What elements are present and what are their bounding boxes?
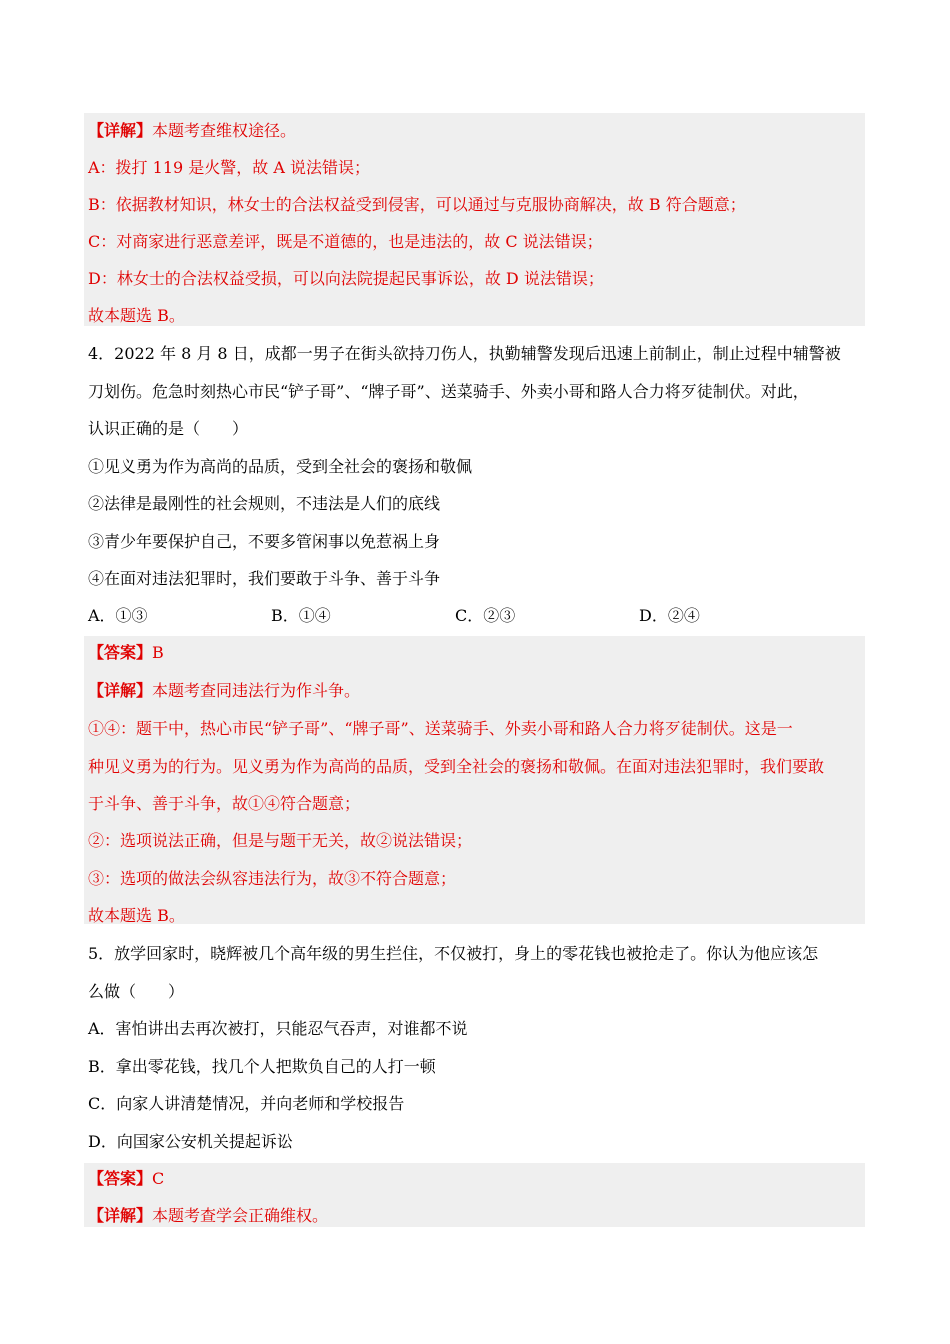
answer-tag: 【答案】 [88, 643, 153, 662]
q4-stem-line-1: 4．2022 年 8 月 8 日，成都一男子在街头欲持刀伤人，执勤辅警发现后迅速上前制止，制止过程中辅警被 [88, 344, 841, 363]
answer-value: B [152, 643, 164, 662]
q3-analysis-b: B：依据教材知识，林女士的合法权益受到侵害，可以通过与克服协商解决，故 B 符合题意； [88, 195, 746, 214]
answer-value: C [152, 1169, 165, 1188]
q4-detail-line [88, 678, 360, 704]
q5-option-a: A．害怕讲出去再次被打，只能忍气吞声，对谁都不说 [88, 1019, 468, 1038]
q4-option-b: B．①④ [271, 606, 331, 625]
q4-analysis-line-1: ①④：题干中，热心市民“铲子哥”、“牌子哥”、送菜骑手、外卖小哥和路人合力将歹徒制伏。这是一 [88, 719, 793, 738]
q4-stem-line-3: 认识正确的是（ ） [88, 419, 249, 438]
q5-stem-line-2: 么做（ ） [88, 982, 185, 1001]
q4-answer-line [88, 640, 164, 666]
q4-stem-line-2: 刀划伤。危急时刻热心市民“铲子哥”、“牌子哥”、送菜骑手、外卖小哥和路人合力将歹徒制伏。对此， [88, 382, 809, 401]
q4-statement-3: ③青少年要保护自己，不要多管闲事以免惹祸上身 [88, 532, 441, 551]
q4-conclusion: 故本题选 B。 [88, 906, 185, 925]
q4-analysis-line-2: 种见义勇为的行为。见义勇为作为高尚的品质，受到全社会的褒扬和敬佩。在面对违法犯罪时，我们要敢 [88, 757, 825, 776]
q5-option-d: D．向国家公安机关提起诉讼 [88, 1132, 293, 1151]
q4-option-c: C．②③ [455, 606, 516, 625]
detail-tag: 【详解】 [88, 121, 153, 140]
detail-tag: 【详解】 [88, 681, 153, 700]
q4-statement-4: ④在面对违法犯罪时，我们要敢于斗争、善于斗争 [88, 569, 441, 588]
detail-text: 本题考查同违法行为作斗争。 [152, 681, 361, 700]
q3-detail-line [88, 118, 296, 144]
q4-analysis-line-5: ③：选项的做法会纵容违法行为，故③不符合题意； [88, 869, 457, 888]
q3-conclusion: 故本题选 B。 [88, 306, 185, 325]
q3-analysis-block [84, 113, 865, 326]
q3-analysis-d: D：林女士的合法权益受损，可以向法院提起民事诉讼，故 D 说法错误； [88, 269, 604, 288]
detail-text: 本题考查学会正确维权。 [152, 1206, 329, 1225]
detail-text: 本题考查维权途径。 [152, 121, 297, 140]
q4-option-d: D．②④ [639, 606, 700, 625]
q4-analysis-line-4: ②：选项说法正确，但是与题干无关，故②说法错误； [88, 831, 473, 850]
q5-stem-line-1: 5．放学回家时，晓辉被几个高年级的男生拦住，不仅被打，身上的零花钱也被抢走了。你认为他应该怎 [88, 944, 819, 963]
q3-analysis-a: A：拨打 119 是火警，故 A 说法错误； [88, 158, 370, 177]
q5-option-c: C．向家人讲清楚情况，并向老师和学校报告 [88, 1094, 405, 1113]
q4-statement-1: ①见义勇为作为高尚的品质，受到全社会的褒扬和敬佩 [88, 457, 473, 476]
q4-statement-2: ②法律是最刚性的社会规则，不违法是人们的底线 [88, 494, 441, 513]
answer-tag: 【答案】 [88, 1169, 153, 1188]
q5-answer-line [88, 1166, 164, 1192]
q4-option-a: A．①③ [88, 606, 148, 625]
detail-tag: 【详解】 [88, 1206, 153, 1225]
q5-option-b: B．拿出零花钱，找几个人把欺负自己的人打一顿 [88, 1057, 436, 1076]
q3-analysis-c: C：对商家进行恶意差评，既是不道德的，也是违法的，故 C 说法错误； [88, 232, 603, 251]
q4-analysis-line-3: 于斗争、善于斗争，故①④符合题意； [88, 794, 361, 813]
q5-detail-line [88, 1203, 328, 1229]
